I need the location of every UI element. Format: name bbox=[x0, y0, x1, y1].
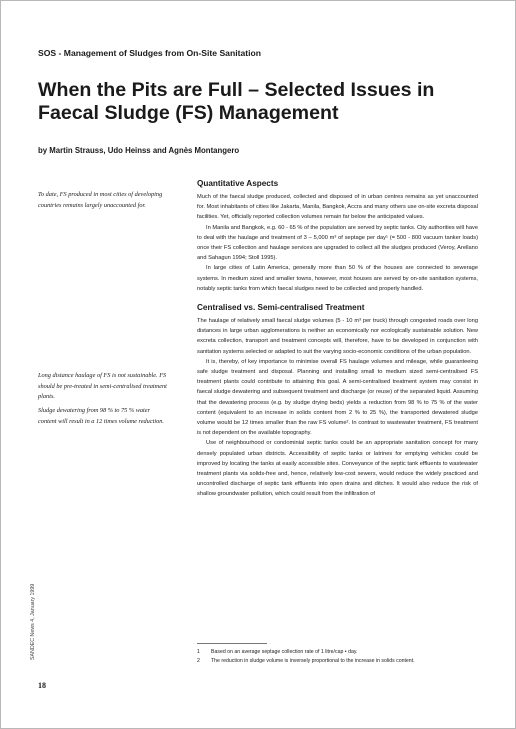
article-body bbox=[197, 179, 478, 500]
footnote bbox=[197, 648, 478, 657]
issue-reference: SANDEC News 4, January 1999 bbox=[30, 583, 36, 660]
margin-note-dewatering: Sludge dewatering from 98 % to 75 % water content will result in a 12 times volume reduction. bbox=[38, 407, 164, 425]
footnote bbox=[197, 657, 478, 666]
page-number: 18 bbox=[38, 681, 46, 690]
article-title: When the Pits are Full – Selected Issues in Faecal Sludge (FS) Management bbox=[38, 79, 435, 124]
margin-note-unaccounted: To date, FS produced in most cities of developing countries remains largely unaccounted for. bbox=[38, 191, 163, 209]
section-heading-centralised: Centralised vs. Semi-centralised Treatment bbox=[197, 303, 365, 313]
body-paragraph: The haulage of relatively small faecal sludge volumes (5 - 10 m³ per truck) through congested roads over long distances in large urban agglomerations is neither an economically nor ecologically sustainable solution. New excreta collection, transport and treatment concepts will, therefore, have to be developed in conjunction with sanitation systems selected or adapted to suit the varying socio-economic conditions of the urban population. bbox=[197, 318, 478, 355]
footnote-mark: 2 bbox=[197, 657, 200, 664]
body-paragraph: In large cities of Latin America, generally more than 50 % of the houses are connected to sewerage systems. In medium sized and smaller towns, however, most houses are served by on-site sanitation systems, notably septic tanks from which faecal sludges need to be collected and properly handled. bbox=[197, 265, 478, 292]
body-paragraph: It is, thereby, of key importance to minimise overall FS haulage volumes and mileage, while guaranteeing safe sludge treatment and disposal. Planning and installing small to medium sized semi-centralised FS treatment plants could contribute to attaining this goal. A semi-centralised treatment system may consist in faecal sludge dewatering and subsequent treatment and discharge (or reuse) of the separated liquid. Assuming that the dewatering process (e.g. by sludge drying beds) yields a reduction from 98 % to 75 % of the water content (equivalent to an increase in solids content from 2 % to 25 %), the transported dewatered sludge volume would be 12 times smaller than the raw FS volume². In contrast to wastewater treatment, FS treatment is not dependent on the available topography. bbox=[197, 358, 478, 437]
body-paragraph: Use of neighbourhood or condominial septic tanks could be an appropriate sanitation concept for many densely populated urban districts. Accessibility of septic tanks or latrines for emptying vehicles could be improved by locating the tanks at easily accessible sites. Conveyance of the septic tank effluents to wastewater treatment plants via solids-free and, hence, relatively low-cost sewers, would reduce the widely practiced and uncontrolled discharge of septic tank effluents into open drains and ditches. It would also reduce the risk of shallow groundwater pollution, which could result from the infiltration of bbox=[197, 440, 478, 498]
series-kicker: SOS - Management of Sludges from On-Site Sanitation bbox=[38, 48, 261, 58]
body-paragraph: Much of the faecal sludge produced, collected and disposed of in urban centres remains as yet unaccounted for. Most inhabitants of cities like Jakarta, Manila, Bangkok, Accra and many others use on-site excreta disposal facilities. Yet, officially reported collection volumes remain far below the anticipated values. bbox=[197, 194, 478, 221]
body-paragraph: In Manila and Bangkok, e.g. 60 - 65 % of the population are served by septic tanks. City authorities will have to deal with the haulage and treatment of 3 – 5,000 m³ of septage per day¹ (= 500 - 800 vacuum tanker loads) once their FS collection and haulage services are upgraded to collect all the sludges produced (Veroy, Arellano and Sahagun 1994; Stoll 1995). bbox=[197, 224, 478, 262]
section-heading-quantitative: Quantitative Aspects bbox=[197, 179, 279, 188]
footnote-text: The reduction in sludge volume is inversely proportional to the increase in solids content. bbox=[211, 657, 415, 664]
footnote-mark: 1 bbox=[197, 649, 200, 655]
footnote-divider bbox=[197, 643, 267, 644]
margin-note-haulage: Long distance haulage of FS is not sustainable. FS should be pre-treated in semi-centralised treatment plants. bbox=[38, 372, 167, 400]
article-authors: by Martin Strauss, Udo Heinss and Agnès Montangero bbox=[38, 146, 240, 155]
footnote-text: Based on an average septage collection rate of 1 litre/cap • day. bbox=[211, 649, 358, 655]
footnotes bbox=[197, 648, 478, 665]
